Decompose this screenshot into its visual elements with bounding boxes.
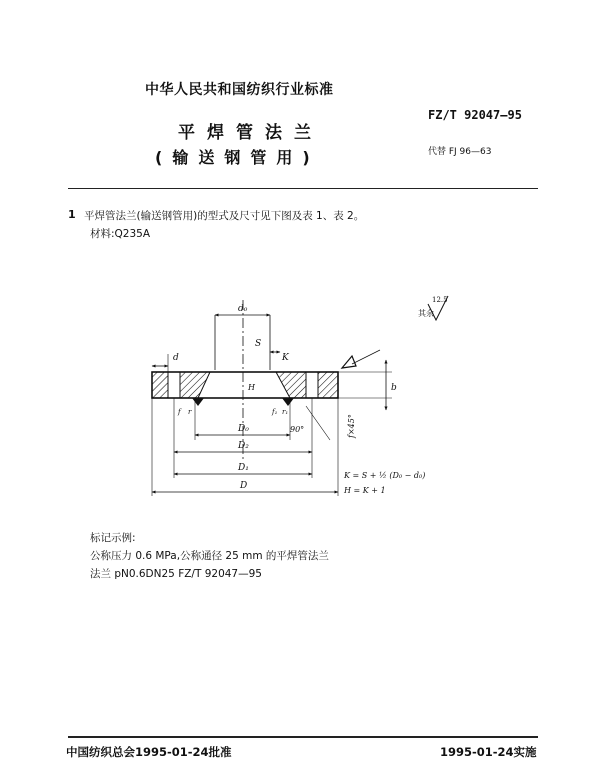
weld-left [192, 398, 204, 406]
label-D2: D₂ [238, 441, 249, 451]
surface-value: 12.5 [432, 296, 448, 304]
flange-drawing [140, 290, 450, 510]
issuing-organization: 中华人民共和国纺织行业标准 [145, 82, 334, 98]
label-k: K [282, 353, 289, 363]
label-D1: D₁ [238, 463, 249, 473]
marking-line-2: 法兰 pN0.6DN25 FZ/T 92047—95 [90, 568, 262, 580]
surface-label: 其余 [418, 309, 434, 318]
marking-title: 标记示例: [90, 532, 136, 544]
label-D: D [240, 481, 248, 491]
section-number: 1 [68, 208, 76, 221]
flange-section-left-inner [180, 372, 210, 398]
section-text: 平焊管法兰(输送钢管用)的型式及尺寸见下图及表 1、表 2。 [84, 210, 365, 222]
label-f: f [178, 408, 181, 416]
standard-code: FZ/T 92047—95 [428, 108, 522, 122]
flange-section-right-inner [276, 372, 306, 398]
label-b: b [391, 383, 397, 393]
document-title: 平焊管法兰 [178, 123, 323, 143]
formula-h: H = K + 1 [344, 486, 386, 495]
label-f1: f₁ [272, 408, 278, 416]
label-D0: D₀ [238, 424, 249, 434]
footer-divider [68, 736, 538, 738]
label-r1: r₁ [282, 408, 289, 416]
label-s: S [255, 339, 262, 349]
flange-section-left-outer [152, 372, 168, 398]
label-h: H [248, 383, 255, 392]
material-spec: 材料:Q235A [90, 228, 151, 240]
flange-section-right-outer [318, 372, 338, 398]
label-angle: 90° [290, 425, 305, 434]
approval-info: 中国纺织总会1995-01-24批准 [66, 745, 232, 759]
marking-line-1: 公称压力 0.6 MPa,公称通径 25 mm 的平焊管法兰 [90, 550, 329, 562]
replaces-standard: 代替 FJ 96—63 [428, 147, 492, 157]
document-subtitle: (输送钢管用) [155, 148, 320, 167]
label-r: r [188, 408, 192, 416]
label-d0: d₀ [238, 304, 248, 314]
formula-k: K = S + ½ (D₀ − d₀) [344, 471, 426, 480]
label-d: d [173, 353, 179, 363]
label-chamfer: f×45° [347, 414, 356, 438]
chamfer-leader [306, 406, 330, 440]
weld-symbol-leader [352, 350, 380, 364]
weld-right [282, 398, 294, 406]
implementation-date: 1995-01-24实施 [440, 745, 537, 759]
weld-symbol [342, 356, 356, 368]
header-divider [68, 188, 538, 189]
